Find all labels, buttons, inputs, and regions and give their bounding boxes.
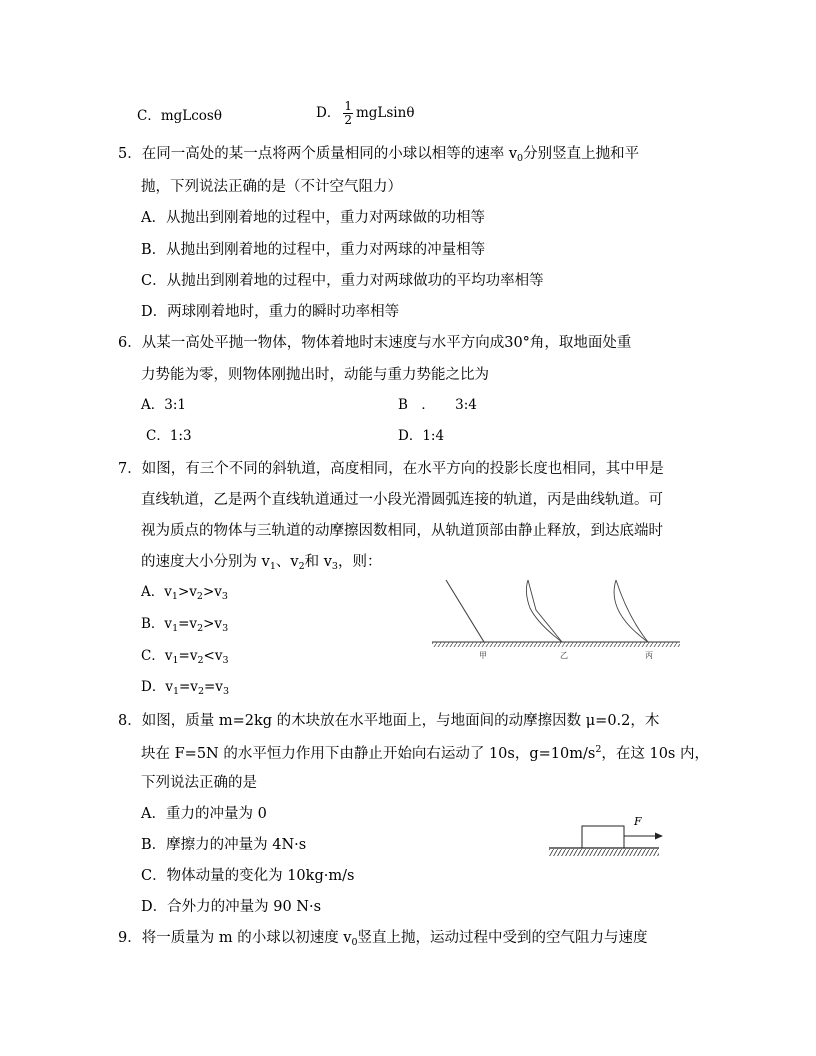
q7-stem-line-2: 直线轨道，乙是两个直线轨道通过一小段光滑圆弧连接的轨道，丙是曲线轨道。可 bbox=[141, 492, 663, 508]
q7-option-d bbox=[141, 681, 229, 697]
subscript: 2 bbox=[197, 623, 204, 634]
q4-option-d-text: mgLsinθ bbox=[355, 105, 415, 122]
opt-text: =v bbox=[178, 616, 198, 632]
subscript: 1 bbox=[269, 561, 276, 572]
subscript: 3 bbox=[331, 561, 338, 572]
q6-stem-line-2: 力势能为零，则物体刚抛出时，动能与重力势能之比为 bbox=[141, 367, 489, 383]
subscript: 1 bbox=[172, 686, 179, 697]
opt-text: =v bbox=[179, 679, 198, 695]
subscript: 1 bbox=[172, 623, 179, 634]
q5-stem-text: 5．在同一高处的某一点将两个质量相同的小球以相等的速率 v bbox=[118, 146, 518, 162]
wood-block bbox=[582, 826, 624, 848]
q9-text: 竖直上抛，运动过程中受到的空气阻力与速度 bbox=[357, 930, 648, 946]
subscript: 0 bbox=[351, 937, 358, 948]
track-bing-chord bbox=[616, 580, 648, 642]
q7-text: 和 v bbox=[304, 554, 332, 570]
track-yi-bend bbox=[530, 608, 562, 642]
q8-option-c: C．物体动量的变化为 10kg·m/s bbox=[141, 868, 355, 884]
q8-text: ，在这 10s 内， bbox=[601, 746, 709, 762]
q7-stem-line-4 bbox=[141, 555, 381, 572]
subscript: 3 bbox=[222, 655, 229, 666]
subscript: 2 bbox=[197, 686, 204, 697]
q7-stem-line-1: 7．如图，有三个不同的斜轨道，高度相同，在水平方向的投影长度也相同，其中甲是 bbox=[118, 461, 664, 477]
subscript: 3 bbox=[221, 591, 228, 602]
q5-stem-line-2: 抛，下列说法正确的是（不计空气阻力） bbox=[141, 179, 402, 195]
q6-option-a: A．3:1 bbox=[141, 397, 186, 413]
q7-option-a bbox=[141, 586, 228, 602]
q4-option-c: C．mgLcosθ bbox=[137, 108, 222, 124]
q8-stem-line-3: 下列说法正确的是 bbox=[141, 775, 257, 791]
subscript: 2 bbox=[298, 561, 305, 572]
subscript: 1 bbox=[171, 591, 178, 602]
q4-option-d-prefix: D． bbox=[316, 105, 341, 122]
q8-stem-line-1: 8．如图，质量 m=2kg 的木块放在水平地面上，与地面间的动摩擦因数 μ=0.2，木 bbox=[118, 713, 660, 729]
opt-text: <v bbox=[203, 648, 223, 664]
q7-stem-line-3: 视为质点的物体与三轨道的动摩擦因数相同，从轨道顶部由静止释放，到达底端时 bbox=[141, 523, 663, 539]
q7-text: 、v bbox=[275, 554, 299, 570]
q5-stem-line-1 bbox=[118, 147, 639, 164]
q8-text: 块在 F=5N 的水平恒力作用下由静止开始向右运动了 10s，g=10m/s bbox=[141, 746, 596, 762]
opt-text: >v bbox=[177, 584, 197, 600]
fig-label-jia: 甲 bbox=[479, 651, 487, 660]
opt-text: =v bbox=[178, 648, 198, 664]
q6-option-c: C．1:3 bbox=[146, 428, 192, 444]
force-label: F bbox=[634, 815, 642, 828]
opt-text: >v bbox=[203, 616, 223, 632]
q5-option-c: C．从抛出到刚着地的过程中，重力对两球做功的平均功率相等 bbox=[141, 273, 544, 289]
superscript: 2 bbox=[595, 744, 602, 755]
opt-text: D．v bbox=[141, 679, 173, 695]
opt-text: C．v bbox=[141, 648, 173, 664]
q8-stem-line-2 bbox=[141, 745, 709, 762]
subscript: 1 bbox=[172, 655, 179, 666]
q8-option-b: B．摩擦力的冲量为 4N·s bbox=[141, 837, 307, 853]
track-yi-lower bbox=[528, 580, 562, 642]
q6-option-b: B ． 3:4 bbox=[398, 397, 477, 413]
q7-text: 的速度大小分别为 v bbox=[141, 554, 270, 570]
subscript: 2 bbox=[196, 591, 203, 602]
frac-denominator: 2 bbox=[344, 113, 352, 128]
q5-stem-text-cont: 分别竖直上抛和平 bbox=[523, 146, 640, 162]
q7-option-b bbox=[141, 618, 228, 634]
fig-label-yi: 乙 bbox=[560, 651, 568, 660]
opt-text: A．v bbox=[141, 584, 172, 600]
q4-option-d-fraction bbox=[343, 100, 353, 127]
q4-option-d bbox=[316, 100, 414, 127]
ground-hatch bbox=[549, 849, 659, 856]
track-jia bbox=[446, 580, 484, 642]
frac-numerator: 1 bbox=[344, 99, 352, 113]
q9-text: 9．将一质量为 m 的小球以初速度 v bbox=[118, 930, 352, 946]
opt-text: B．v bbox=[141, 616, 173, 632]
opt-text: =v bbox=[204, 679, 223, 695]
q8-option-d: D．合外力的冲量为 90 N·s bbox=[141, 899, 322, 915]
q5-option-d: D．两球刚着地时，重力的瞬时功率相等 bbox=[141, 304, 400, 320]
q6-stem-line-1: 6．从某一高处平抛一物体，物体着地时末速度与水平方向成30°角，取地面处重 bbox=[118, 335, 632, 351]
q5-option-b: B．从抛出到刚着地的过程中，重力对两球的冲量相等 bbox=[141, 242, 486, 258]
force-arrowhead-icon bbox=[655, 833, 663, 840]
subscript: 3 bbox=[222, 686, 229, 697]
q7-option-c bbox=[141, 650, 229, 666]
fig-label-bing: 丙 bbox=[645, 651, 653, 660]
q8-block-figure bbox=[545, 815, 665, 861]
subscript: 2 bbox=[197, 655, 204, 666]
subscript: 3 bbox=[222, 623, 229, 634]
q8-option-a: A．重力的冲量为 0 bbox=[141, 806, 267, 822]
q7-text: ，则： bbox=[337, 554, 382, 570]
q5-subscript: 0 bbox=[517, 153, 524, 164]
q9-stem-line-1 bbox=[118, 931, 648, 948]
q6-option-d: D．1:4 bbox=[398, 428, 445, 444]
opt-text: >v bbox=[202, 584, 222, 600]
q5-option-a: A．从抛出到刚着地的过程中，重力对两球做的功相等 bbox=[141, 210, 485, 226]
ground-hatch bbox=[432, 642, 680, 647]
